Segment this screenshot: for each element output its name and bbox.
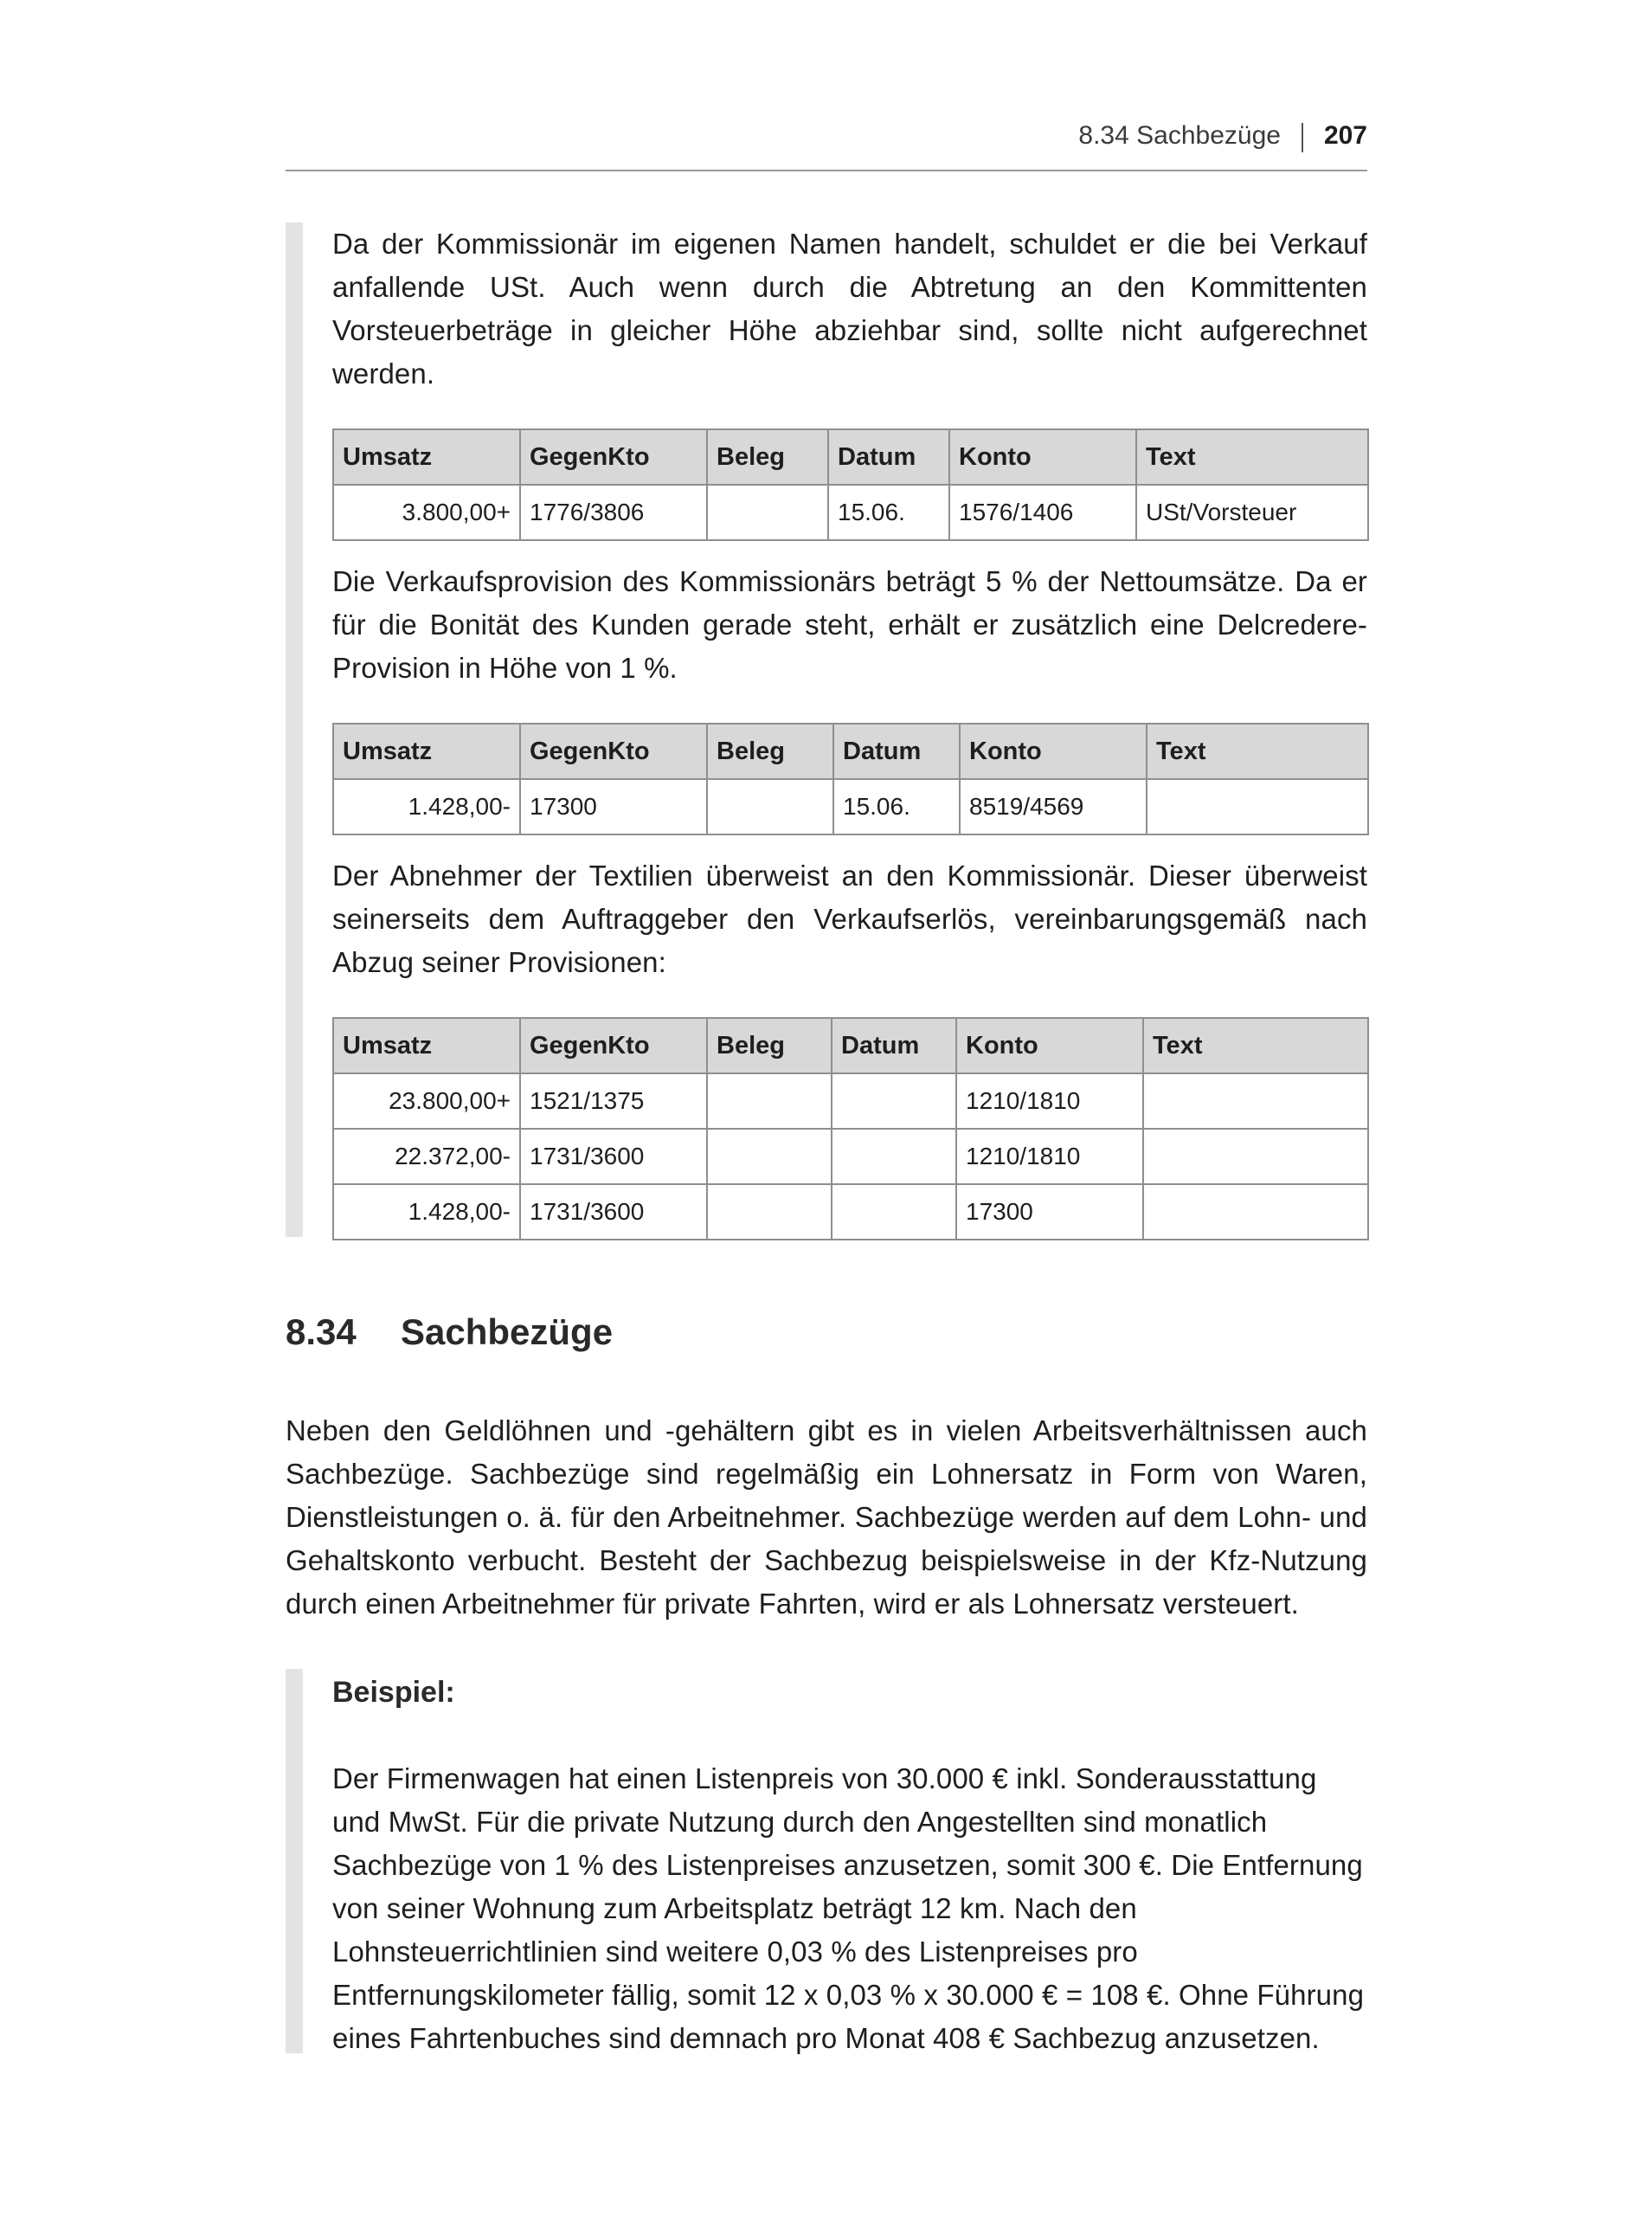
header-divider [1302, 123, 1303, 152]
col-gegenkto: GegenKto [520, 724, 707, 779]
col-beleg: Beleg [707, 429, 828, 485]
example-box-commission [286, 222, 1367, 1237]
section-title: Sachbezüge [401, 1311, 614, 1352]
cell-konto: 1210/1810 [956, 1129, 1143, 1184]
cell-datum: 15.06. [828, 485, 949, 540]
section-heading [286, 1311, 613, 1353]
col-gegenkto: GegenKto [520, 1018, 707, 1073]
cell-umsatz: 22.372,00- [333, 1129, 520, 1184]
col-umsatz: Umsatz [333, 1018, 520, 1073]
cell-text [1143, 1184, 1368, 1240]
cell-datum: 15.06. [833, 779, 960, 834]
cell-umsatz: 1.428,00- [333, 779, 520, 834]
paragraph-ust: Da der Kommissionär im eigenen Namen handelt, schuldet er die bei Verkauf anfallende USt. Auch wenn durch die Abtretung an den Kommittenten Vorsteuerbeträge in gleicher Höhe abziehbar sind, sollte nicht aufgerechnet werden. [332, 228, 1367, 390]
example-text: Der Firmenwagen hat einen Listenpreis von 30.000 € inkl. Sonderausstattung und MwSt. Für die private Nutzung durch den Angestellten sind monatlich Sachbezüge von 1 % des Listenpreises anzusetzen, somit 300 €. Die Entfernung von seiner Wohnung zum Arbeitsplatz beträgt 12 km. Nach den Lohnsteuerrichtlinien sind weitere 0,03 % des Listenpreises pro Entfernungskilometer fällig, somit 12 x 0,03 % x 30.000 € = 108 €. Ohne Führung eines Fahrtenbuches sind demnach pro Monat 408 € Sachbezug anzusetzen. [332, 1762, 1365, 2054]
col-konto: Konto [960, 724, 1147, 779]
table-header-row [333, 724, 1368, 779]
paragraph-ueberweisung: Der Abnehmer der Textilien überweist an den Kommissionär. Dieser überweist seinerseits dem Auftraggeber den Verkaufserlös, vereinbarungsgemäß nach Abzug seiner Provisionen: [332, 860, 1367, 978]
cell-konto: 17300 [956, 1184, 1143, 1240]
cell-beleg [707, 779, 833, 834]
running-header [286, 121, 1367, 171]
table-row [333, 1184, 1368, 1240]
table-header-row [333, 429, 1368, 485]
box-left-rule [286, 1669, 303, 2053]
cell-datum [832, 1129, 956, 1184]
page-number: 207 [1323, 121, 1367, 150]
table-row [333, 1129, 1368, 1184]
cell-konto: 8519/4569 [960, 779, 1147, 834]
example-title: Beispiel: [332, 1676, 455, 1709]
section-number: 8.34 [286, 1311, 357, 1352]
paragraph-provision: Die Verkaufsprovision des Kommissionärs beträgt 5 % der Nettoumsätze. Da er für die Bonität des Kunden gerade steht, erhält er zusätzlich eine Delcredere-Provision in Höhe von 1 %. [332, 565, 1367, 684]
example-box-sachbezug [286, 1669, 1367, 2053]
col-text: Text [1143, 1018, 1368, 1073]
col-konto: Konto [949, 429, 1136, 485]
col-datum: Datum [828, 429, 949, 485]
col-text: Text [1147, 724, 1368, 779]
col-datum: Datum [833, 724, 960, 779]
cell-text [1143, 1073, 1368, 1129]
cell-text [1143, 1129, 1368, 1184]
col-konto: Konto [956, 1018, 1143, 1073]
table-header-row [333, 1018, 1368, 1073]
table-row [333, 779, 1368, 834]
col-gegenkto: GegenKto [520, 429, 707, 485]
cell-beleg [707, 485, 828, 540]
cell-gegenkto: 1776/3806 [520, 485, 707, 540]
booking-table-3 [332, 1017, 1369, 1240]
col-umsatz: Umsatz [333, 724, 520, 779]
running-header-section: 8.34 Sachbezüge [1078, 121, 1281, 150]
box-left-rule [286, 222, 303, 1237]
cell-beleg [707, 1129, 832, 1184]
cell-konto: 1210/1810 [956, 1073, 1143, 1129]
col-text: Text [1136, 429, 1368, 485]
cell-datum [832, 1184, 956, 1240]
booking-table-2 [332, 723, 1369, 835]
cell-beleg [707, 1184, 832, 1240]
table-row [333, 485, 1368, 540]
cell-text: USt/Vorsteuer [1136, 485, 1368, 540]
cell-umsatz: 23.800,00+ [333, 1073, 520, 1129]
col-beleg: Beleg [707, 1018, 832, 1073]
col-beleg: Beleg [707, 724, 833, 779]
cell-text [1147, 779, 1368, 834]
cell-gegenkto: 1731/3600 [520, 1129, 707, 1184]
col-umsatz: Umsatz [333, 429, 520, 485]
section-body-paragraph: Neben den Geldlöhnen und -gehältern gibt es in vielen Arbeitsverhältnissen auch Sachbezüge. Sachbezüge sind regelmäßig ein Lohnersatz in Form von Waren, Dienstleistungen o. ä. für den Arbeitnehmer. Sachbezüge werden auf dem Lohn- und Gehaltskonto verbucht. Besteht der Sachbezug beispielsweise in der Kfz-Nutzung durch einen Arbeitnehmer für private Fahrten, wird er als Lohnersatz versteuert. [286, 1414, 1367, 1620]
cell-gegenkto: 1731/3600 [520, 1184, 707, 1240]
table-row [333, 1073, 1368, 1129]
cell-konto: 1576/1406 [949, 485, 1136, 540]
cell-umsatz: 1.428,00- [333, 1184, 520, 1240]
cell-gegenkto: 17300 [520, 779, 707, 834]
cell-datum [832, 1073, 956, 1129]
cell-umsatz: 3.800,00+ [333, 485, 520, 540]
cell-gegenkto: 1521/1375 [520, 1073, 707, 1129]
cell-beleg [707, 1073, 832, 1129]
booking-table-1 [332, 428, 1369, 541]
col-datum: Datum [832, 1018, 956, 1073]
